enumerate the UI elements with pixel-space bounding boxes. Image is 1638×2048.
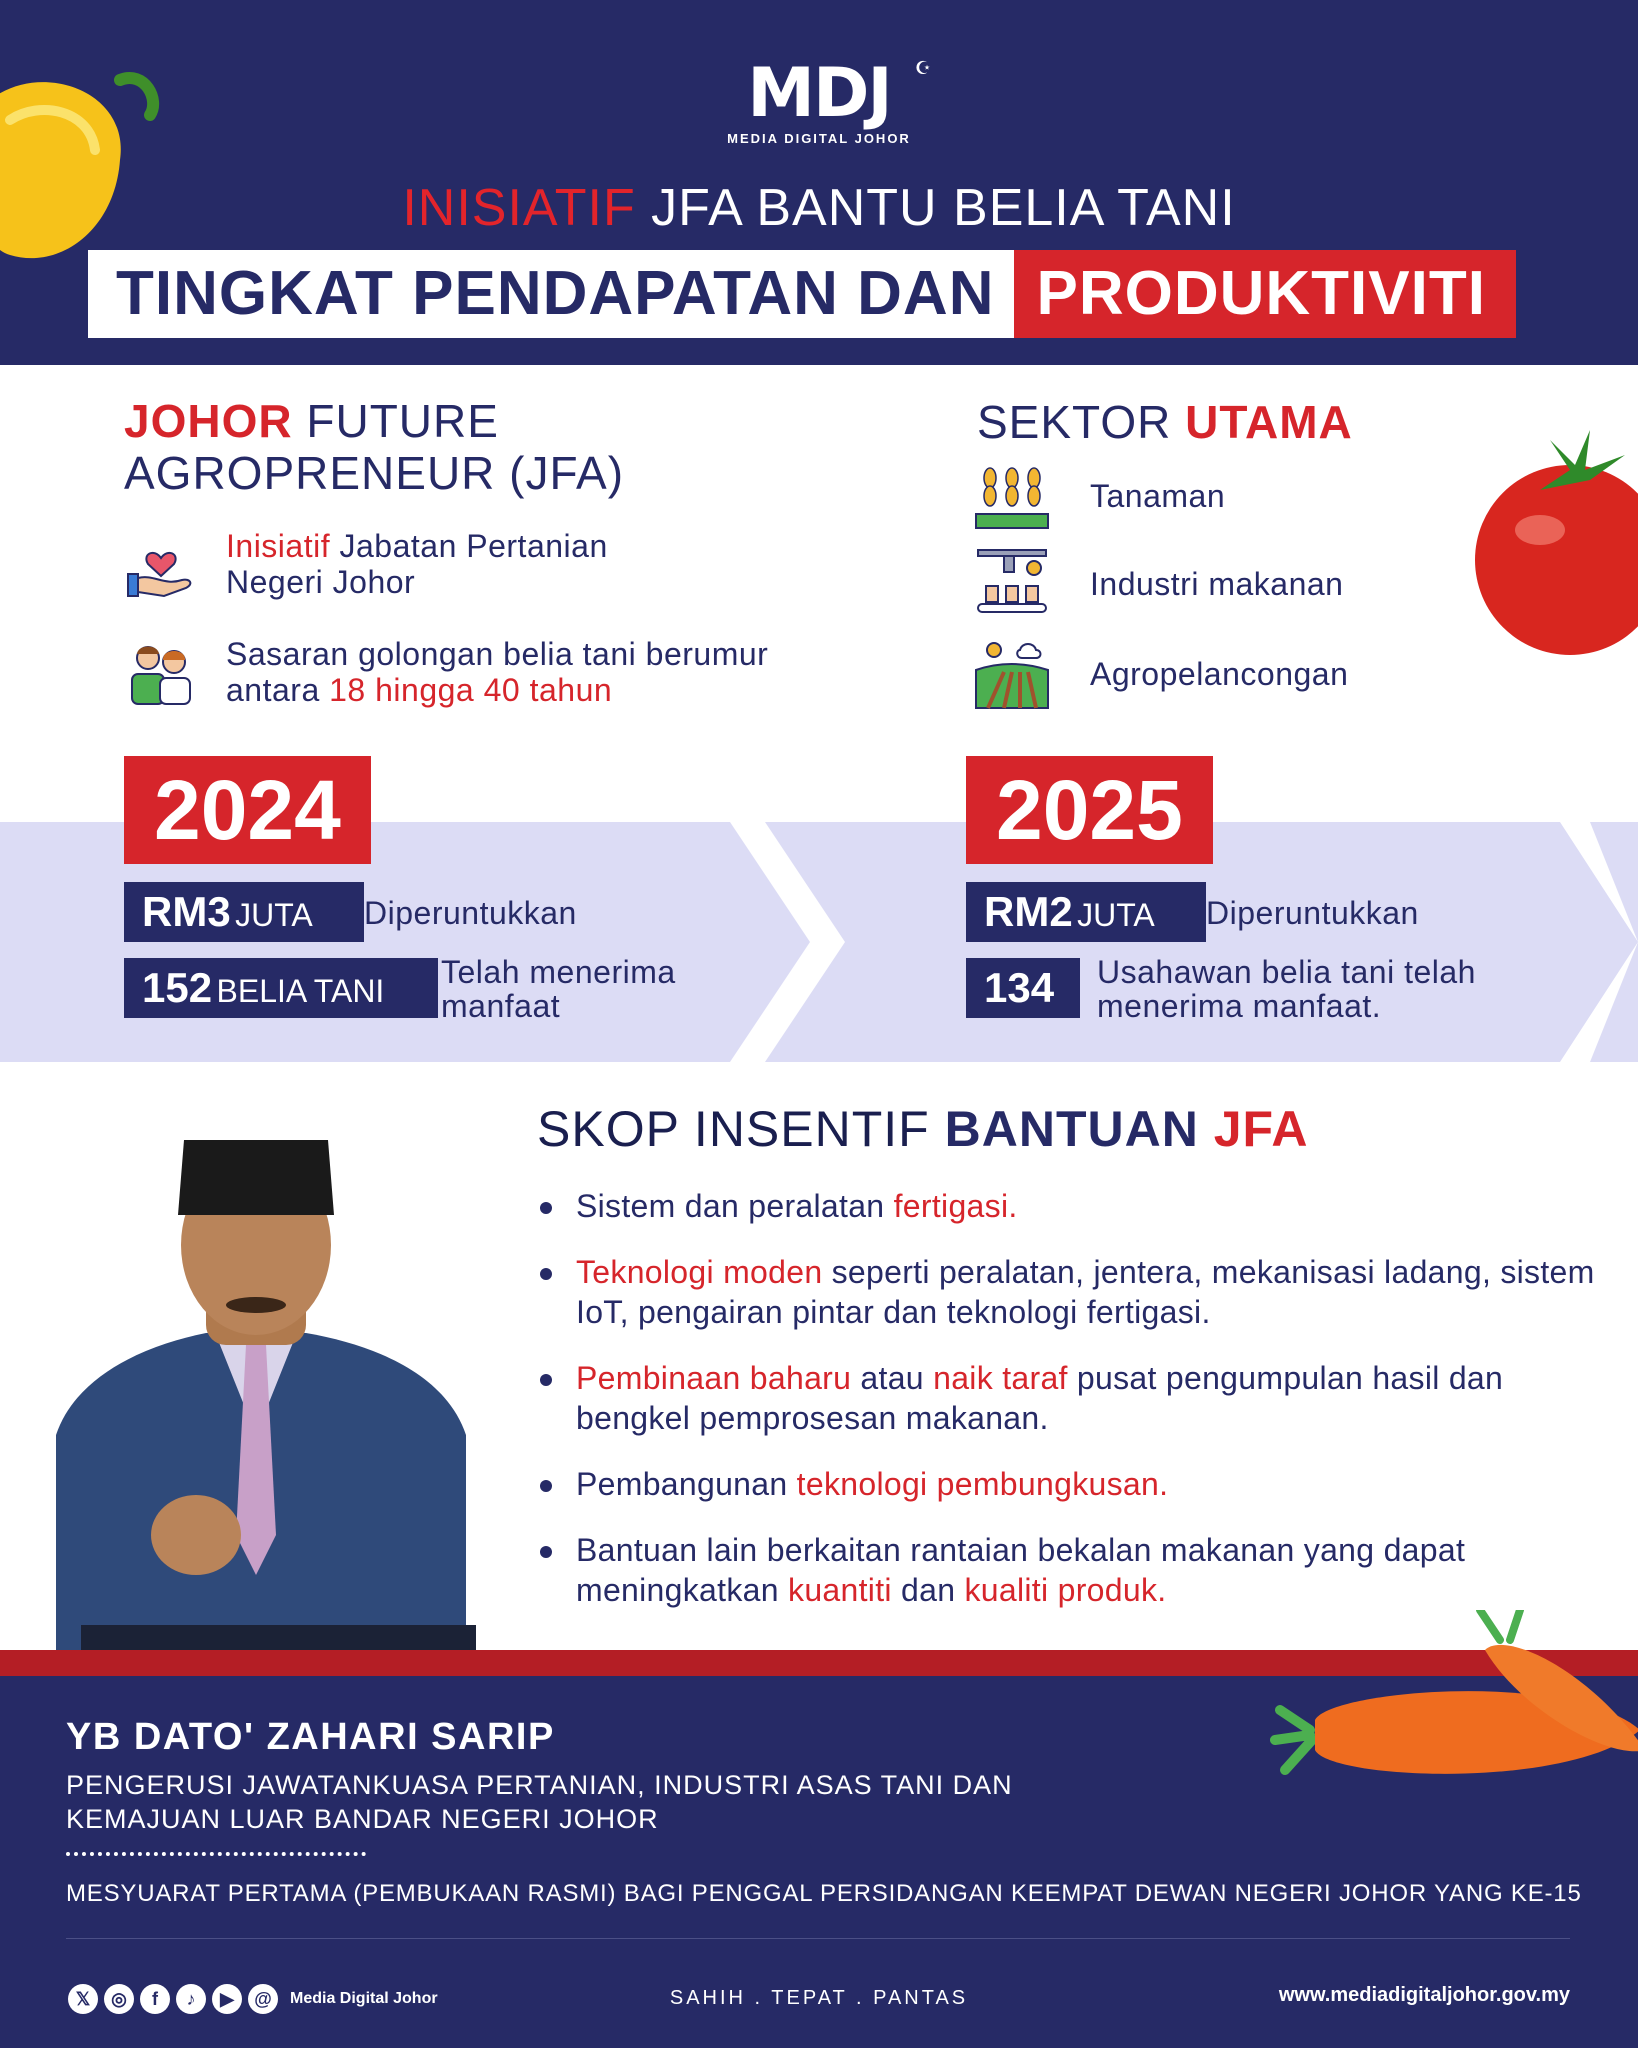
allocation-2024-unit: JUTA xyxy=(235,897,313,933)
b1-text: Sistem dan peralatan xyxy=(576,1188,894,1224)
target-age-range: 18 hingga 40 tahun xyxy=(329,672,613,708)
sector-heading-red: UTAMA xyxy=(1185,396,1353,448)
b5-red2: kualiti produk. xyxy=(964,1572,1167,1608)
dotted-divider xyxy=(66,1852,366,1856)
tomato-icon xyxy=(1440,410,1638,670)
headline-line1 xyxy=(0,178,1638,238)
b3-text2: pusat pengumpulan hasil dan bengkel pemprosesan makanan. xyxy=(576,1360,1504,1436)
jfa-heading xyxy=(124,395,624,499)
beneficiaries-2024-count: 152 xyxy=(142,964,213,1011)
b3-red2: naik taraf xyxy=(933,1360,1068,1396)
list-item xyxy=(540,1186,1600,1226)
beneficiaries-2024-unit: BELIA TANI xyxy=(216,973,385,1009)
skop-bullet-list xyxy=(540,1186,1600,1636)
sector-item-industri xyxy=(974,546,1343,622)
headline-rest: JFA BANTU BELIA TANI xyxy=(651,179,1236,237)
factory-conveyor-icon xyxy=(974,546,1050,622)
crescent-star-icon: ☪ xyxy=(914,58,931,78)
sector-label-industri: Industri makanan xyxy=(1090,565,1344,602)
b1-red: fertigasi. xyxy=(893,1188,1018,1224)
carrot-icon xyxy=(1270,1610,1638,1840)
beneficiaries-2025-count: 134 xyxy=(984,964,1055,1011)
skop-heading-text: SKOP INSENTIF xyxy=(537,1101,930,1157)
b5-text1: Bantuan lain berkaitan rantaian bekalan makanan yang dapat meningkatkan xyxy=(576,1532,1466,1608)
beneficiaries-2024-desc xyxy=(441,955,676,1023)
list-item xyxy=(540,1358,1600,1438)
initiative-text2: Negeri Johor xyxy=(226,564,416,600)
logo-name: MEDIA DIGITAL JOHOR xyxy=(727,131,911,146)
sector-label-agropelancongan: Agropelancongan xyxy=(1090,655,1349,692)
jfa-heading-red: JOHOR xyxy=(124,395,293,447)
youth-people-icon xyxy=(124,636,198,710)
skop-heading xyxy=(537,1100,1308,1158)
jfa-heading-rest1: FUTURE xyxy=(306,395,499,447)
allocation-2025-desc: Diperuntukkan xyxy=(1206,895,1419,931)
sector-heading xyxy=(977,395,1353,449)
list-item xyxy=(540,1252,1600,1332)
website-link[interactable]: www.mediadigitaljohor.gov.my xyxy=(1278,1984,1570,2006)
speaker-name: YB DATO' ZAHARI SARIP xyxy=(66,1716,555,1758)
instagram-icon[interactable]: ◎ xyxy=(104,1984,134,2014)
sector-item-agropelancongan xyxy=(974,636,1348,712)
sector-label-tanaman: Tanaman xyxy=(1090,477,1226,514)
beneficiaries-2025 xyxy=(966,958,1080,1018)
header-banner xyxy=(0,0,1638,365)
skop-heading-bold: BANTUAN xyxy=(944,1101,1199,1157)
initiative-text1: Jabatan Pertanian xyxy=(339,528,608,564)
beneficiaries-2025-desc2: menerima manfaat. xyxy=(1097,988,1382,1024)
allocation-2025 xyxy=(966,882,1206,942)
headline-red-box: PRODUKTIVITI xyxy=(1014,250,1515,338)
hand-heart-icon xyxy=(124,528,198,602)
headline-line2 xyxy=(88,250,1516,338)
x-icon[interactable]: 𝕏 xyxy=(68,1984,98,2014)
tiktok-icon[interactable]: ♪ xyxy=(176,1984,206,2014)
target-text1: Sasaran golongan belia tani berumur xyxy=(226,636,769,672)
jfa-item-target-text xyxy=(226,636,768,708)
list-item xyxy=(540,1464,1600,1504)
beneficiaries-2025-desc1: Usahawan belia tani telah xyxy=(1097,954,1476,990)
slogan: SAHIH . TEPAT . PANTAS xyxy=(669,1987,969,2009)
mdj-logo xyxy=(705,54,933,148)
headline-red-word: INISIATIF xyxy=(402,179,636,237)
list-item xyxy=(540,1530,1600,1610)
speaker-post-line2: KEMAJUAN LUAR BANDAR NEGERI JOHOR xyxy=(66,1804,659,1834)
sector-heading-text: SEKTOR xyxy=(977,396,1172,448)
b2-red: Teknologi moden xyxy=(576,1254,823,1290)
allocation-2024 xyxy=(124,882,364,942)
wheat-icon xyxy=(974,458,1050,534)
threads-icon[interactable]: @ xyxy=(248,1984,278,2014)
beneficiaries-2024 xyxy=(124,958,438,1018)
jfa-item-initiative-text xyxy=(226,528,608,600)
youtube-icon[interactable]: ▶ xyxy=(212,1984,242,2014)
jfa-item-target xyxy=(124,636,768,710)
allocation-2025-amount: RM2 xyxy=(984,888,1073,935)
jfa-item-initiative xyxy=(124,528,608,602)
speaker-post xyxy=(66,1768,1013,1836)
b5-text2: dan xyxy=(891,1572,965,1608)
b5-red1: kuantiti xyxy=(788,1572,892,1608)
farmland-icon xyxy=(974,636,1050,712)
footer-divider xyxy=(66,1938,1570,1939)
allocation-2025-unit: JUTA xyxy=(1077,897,1155,933)
speaker-post-line1: PENGERUSI JAWATANKUASA PERTANIAN, INDUSTRI ASAS TANI DAN xyxy=(66,1770,1013,1800)
beneficiaries-2025-desc xyxy=(1097,955,1476,1023)
initiative-red: Inisiatif xyxy=(226,528,331,564)
speaker-portrait xyxy=(36,1105,476,1675)
year-2025: 2025 xyxy=(966,756,1213,864)
meeting-text: MESYUARAT PERTAMA (PEMBUKAAN RASMI) BAGI PENGGAL PERSIDANGAN KEEMPAT DEWAN NEGERI JOHOR YANG KE-15 xyxy=(66,1880,1582,1907)
b4-text: Pembangunan xyxy=(576,1466,797,1502)
year-2024: 2024 xyxy=(124,756,371,864)
b4-red: teknologi pembungkusan. xyxy=(796,1466,1169,1502)
jfa-heading-rest2: AGROPRENEUR (JFA) xyxy=(124,447,625,499)
sector-item-tanaman xyxy=(974,458,1225,534)
b2-text: seperti peralatan, jentera, mekanisasi ladang, sistem IoT, pengairan pintar dan teknologi fertigasi. xyxy=(576,1254,1595,1330)
beneficiaries-2024-desc1: Telah menerima xyxy=(441,954,676,990)
b3-text1: atau xyxy=(851,1360,934,1396)
target-text2: antara xyxy=(226,672,320,708)
b3-red1: Pembinaan baharu xyxy=(576,1360,852,1396)
allocation-2024-desc: Diperuntukkan xyxy=(364,895,577,931)
beneficiaries-2024-desc2: manfaat xyxy=(441,988,561,1024)
brand-name: Media Digital Johor xyxy=(290,1990,438,2007)
logo-mark: MDJ xyxy=(747,54,891,133)
skop-heading-red: JFA xyxy=(1213,1101,1309,1157)
allocation-2024-amount: RM3 xyxy=(142,888,231,935)
headline-white-box: TINGKAT PENDAPATAN DAN xyxy=(88,250,1014,338)
facebook-icon[interactable]: f xyxy=(140,1984,170,2014)
